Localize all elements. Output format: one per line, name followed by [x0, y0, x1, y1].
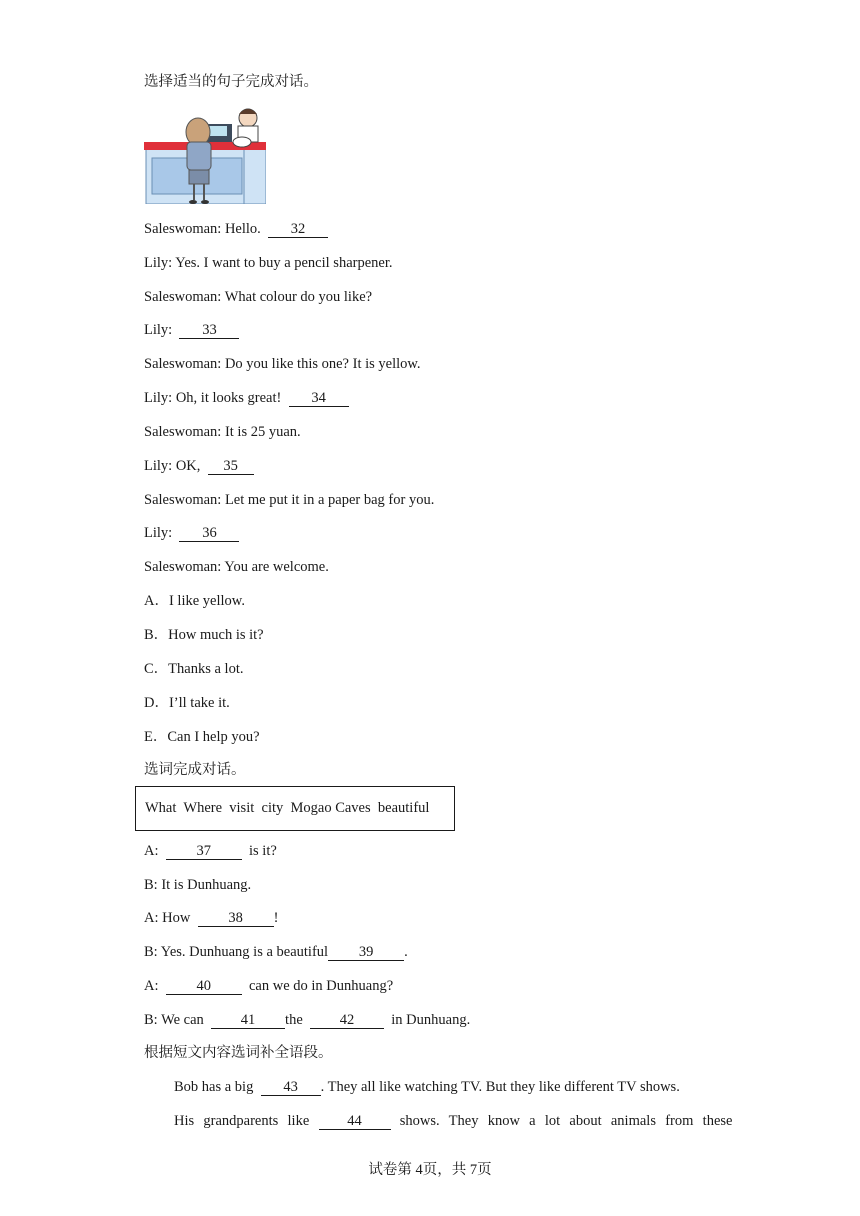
dialogue-line	[144, 320, 239, 340]
dialogue-line	[144, 490, 434, 510]
speaker: Saleswoman:	[144, 559, 222, 575]
line-text: How	[162, 910, 191, 926]
dialogue-line	[144, 523, 239, 543]
dialogue-line	[144, 908, 278, 928]
line-text: It is Dunhuang.	[161, 877, 252, 893]
section1-instruction: 选择适当的句子完成对话。	[144, 74, 318, 90]
speaker: Saleswoman:	[144, 424, 222, 440]
dialogue-line	[144, 422, 301, 442]
dialogue-line	[144, 388, 349, 408]
line-text: the	[285, 1012, 303, 1028]
answer-blank-35[interactable]: 35	[208, 458, 254, 475]
dialogue-line	[144, 253, 393, 273]
speaker: Saleswoman:	[144, 289, 222, 305]
passage-line-2	[174, 1111, 732, 1131]
word-box-words: What Where visit city Mogao Caves beautiful	[145, 800, 430, 816]
passage-line-1	[174, 1077, 680, 1097]
line-text: Hello.	[224, 221, 261, 237]
option-d: D．I’ll take it.	[144, 695, 230, 711]
speaker: Lily:	[144, 458, 173, 474]
answer-blank-36[interactable]: 36	[179, 525, 239, 542]
line-text: Do you like this one? It is yellow.	[224, 356, 421, 372]
speaker: Lily:	[144, 255, 173, 271]
line-text: Yes. I want to buy a pencil sharpener.	[175, 255, 393, 271]
dialogue-line	[144, 875, 251, 895]
section3-instruction: 根据短文内容选词补全语段。	[144, 1045, 333, 1061]
line-text: can we do in Dunhuang?	[249, 978, 394, 994]
speaker: Lily:	[144, 390, 173, 406]
dialogue-line	[144, 841, 277, 861]
speaker: A:	[144, 843, 159, 859]
dialogue-line	[144, 456, 254, 476]
speaker: B:	[144, 944, 158, 960]
line-text: We can	[161, 1012, 204, 1028]
word-box	[135, 786, 455, 831]
answer-blank-40[interactable]: 40	[166, 978, 242, 995]
dialogue-line	[144, 287, 372, 307]
option-c: C．Thanks a lot.	[144, 661, 244, 677]
page-footer: 试卷第 4页，共 7页	[368, 1162, 492, 1178]
line-text: Yes. Dunhuang is a beautiful	[160, 944, 329, 960]
speaker: B:	[144, 1012, 158, 1028]
answer-blank-39[interactable]: 39	[328, 944, 404, 961]
speaker: A:	[144, 910, 159, 926]
line-text: His grandparents like	[174, 1113, 310, 1129]
line-text: !	[273, 910, 279, 926]
dialogue-line	[144, 354, 421, 374]
speaker: Saleswoman:	[144, 221, 222, 237]
line-text: in Dunhuang.	[391, 1012, 471, 1028]
speaker: Lily:	[144, 525, 173, 541]
answer-blank-37[interactable]: 37	[166, 843, 242, 860]
dialogue-line	[144, 942, 408, 962]
answer-blank-41[interactable]: 41	[211, 1012, 285, 1029]
answer-blank-32[interactable]: 32	[268, 221, 328, 238]
line-text: You are welcome.	[224, 559, 329, 575]
line-text: It is 25 yuan.	[224, 424, 301, 440]
section2-instruction: 选词完成对话。	[144, 762, 246, 778]
option-a: A．I like yellow.	[144, 593, 245, 609]
speaker: A:	[144, 978, 159, 994]
speaker: Lily:	[144, 322, 173, 338]
line-text: Let me put it in a paper bag for you.	[224, 492, 435, 508]
answer-blank-42[interactable]: 42	[310, 1012, 384, 1029]
option-b: B．How much is it?	[144, 627, 264, 643]
speaker: Saleswoman:	[144, 356, 222, 372]
answer-blank-43[interactable]: 43	[261, 1079, 321, 1096]
speaker: B:	[144, 877, 158, 893]
dialogue-line	[144, 1010, 470, 1030]
line-text: OK,	[175, 458, 201, 474]
dialogue-line	[144, 557, 329, 577]
answer-blank-34[interactable]: 34	[289, 390, 349, 407]
answer-blank-38[interactable]: 38	[198, 910, 274, 927]
shop-counter-illustration	[144, 106, 266, 204]
line-text: .	[404, 944, 408, 960]
speaker: Saleswoman:	[144, 492, 222, 508]
line-text: Oh, it looks great!	[175, 390, 282, 406]
dialogue-line	[144, 976, 393, 996]
line-text: shows. They know a lot about animals from these	[399, 1113, 733, 1129]
dialogue-line	[144, 219, 328, 239]
answer-blank-33[interactable]: 33	[179, 322, 239, 339]
option-e: E．Can I help you?	[144, 729, 260, 745]
line-text: is it?	[249, 843, 277, 859]
line-text: . They all like watching TV. But they like different TV shows.	[320, 1079, 680, 1095]
line-text: Bob has a big	[174, 1079, 254, 1095]
answer-blank-44[interactable]: 44	[319, 1113, 391, 1130]
line-text: What colour do you like?	[224, 289, 373, 305]
